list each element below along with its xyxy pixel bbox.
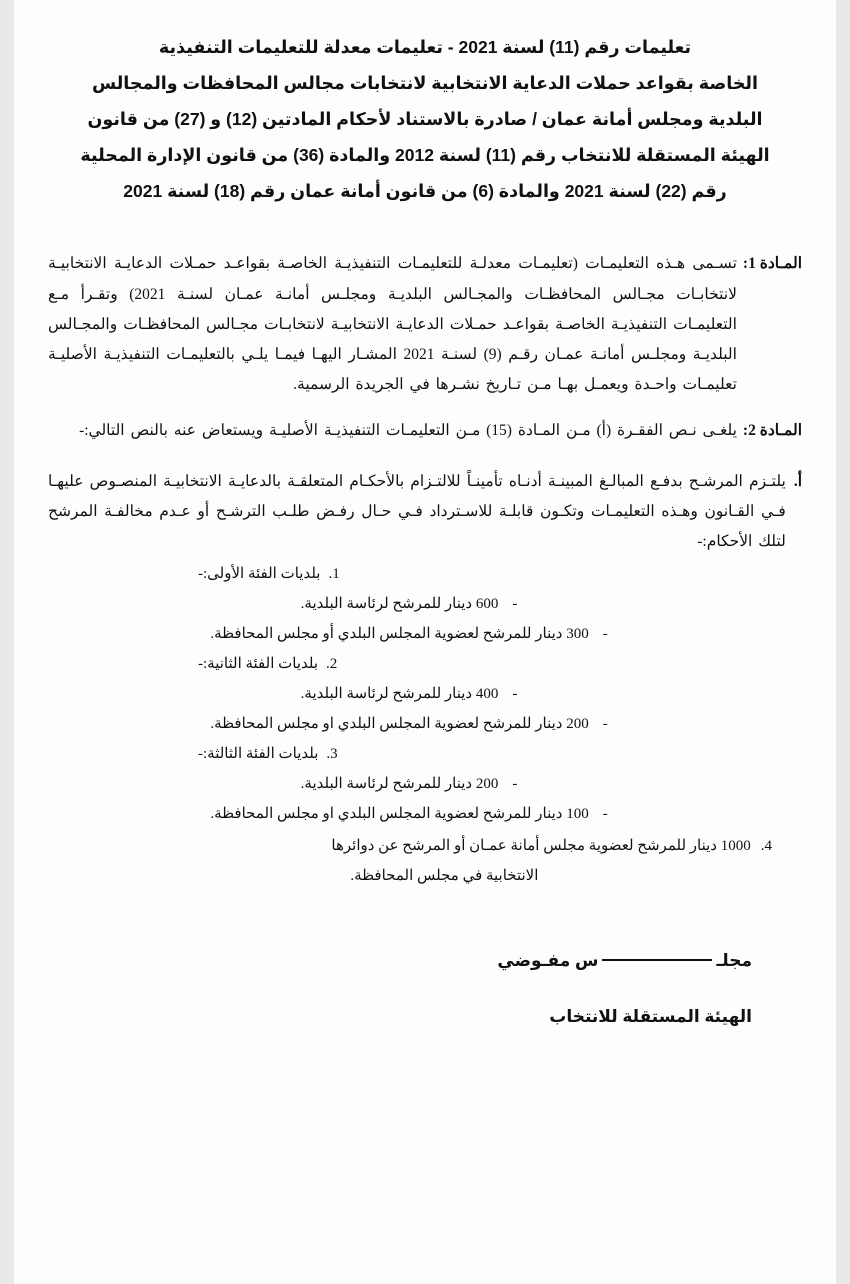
signature-line-2: الهيئة المستقلة للانتخاب xyxy=(549,1007,752,1027)
fee-category-list xyxy=(48,559,772,829)
category-2-heading xyxy=(48,649,772,679)
fee-text: 300 دينار للمرشح لعضوية المجلس البلدي أو مجلس المحافظة. xyxy=(210,626,589,643)
category-1-items xyxy=(48,589,772,649)
article-2-text: يلغـى نـص الفقـرة (أ) مـن المـادة (15) مـن التعليمـات التنفيذيـة الأصليـة ويستعاض عنه بالنص التالي:- xyxy=(79,422,737,440)
category-1-number: 1. xyxy=(328,566,340,583)
title-line-4: الهيئة المستقلة للانتخاب رقم (11) لسنة 2012 والمادة (36) من قانون الإدارة المحلية xyxy=(80,144,770,165)
amman-fee-number: 4. xyxy=(760,838,772,855)
fee-text: 400 دينار للمرشح لرئاسة البلدية. xyxy=(300,686,499,703)
category-3-heading xyxy=(48,739,772,769)
category-3-number: 3. xyxy=(326,746,338,763)
article-1-label: المـادة 1: xyxy=(742,255,802,273)
title-line-5: رقم (22) لسنة 2021 والمادة (6) من قانون أمانة عمان رقم (18) لسنة 2021 xyxy=(123,180,727,201)
signature-end: س مفـوضي xyxy=(497,951,599,971)
signature-line-1 xyxy=(48,951,752,971)
fee-text: 100 دينار للمرشح لعضوية المجلس البلدي او مجلس المحافظة. xyxy=(210,806,589,823)
category-3-items xyxy=(48,769,772,829)
list-item xyxy=(48,619,772,649)
list-item xyxy=(48,709,772,739)
article-2-label: المـادة 2: xyxy=(742,422,802,440)
list-item xyxy=(48,679,772,709)
bullet-dash-icon: - xyxy=(602,716,608,733)
category-1-label: بلديات الفئة الأولى:- xyxy=(198,566,321,583)
fee-text: 200 دينار للمرشح لعضوية المجلس البلدي او مجلس المحافظة. xyxy=(210,716,589,733)
fee-text: 600 دينار للمرشح لرئاسة البلدية. xyxy=(300,596,499,613)
category-2-items xyxy=(48,679,772,739)
bullet-dash-icon: - xyxy=(512,596,518,613)
bullet-dash-icon: - xyxy=(602,806,608,823)
title-line-2: الخاصة بقواعد حملات الدعاية الانتخابية لانتخابات مجالس المحافظات والمجالس xyxy=(91,72,759,93)
category-2-label: بلديات الفئة الثانية:- xyxy=(198,656,319,673)
amman-fee-line-2: الانتخابية في مجلس المحافظة. xyxy=(350,868,539,885)
category-1-heading xyxy=(48,559,772,589)
signature-start: مجلـ xyxy=(716,951,752,971)
list-item xyxy=(48,799,772,829)
title-line-3: البلدية ومجلس أمانة عمان / صادرة بالاستناد لأحكام المادتين (12) و (27) من قانون xyxy=(87,108,763,129)
paragraph-a-marker: أ. xyxy=(793,472,802,490)
document-title xyxy=(54,30,796,209)
category-2-number: 2. xyxy=(326,656,338,673)
amman-fee-text xyxy=(48,831,751,891)
paragraph-a xyxy=(48,467,802,558)
paragraph-a-text: يلتـزم المرشـح بدفـع المبالـغ المبينـة أدنـاه تأمينـاً للالتـزام بالأحكـام المتعلقـة بالدعايـة الانتخابيـة المنصـوص عليهـا فـي القـانون وهـذه التعليمـات وتكـون قابلـة للاسـترداد فـي حـال رفـض طلـب الترشـح أو عـدم مخالفـة المرشح لتلك الأحكام:- xyxy=(48,472,786,551)
signature-block xyxy=(48,951,802,1027)
list-item xyxy=(48,769,772,799)
amman-fee-item xyxy=(48,831,772,891)
list-item xyxy=(48,559,772,649)
signature-rule xyxy=(602,959,712,961)
fee-text: 200 دينار للمرشح لرئاسة البلدية. xyxy=(300,776,499,793)
article-1-text: تسـمى هـذه التعليمـات (تعليمـات معدلـة للتعليمـات التنفيذيـة الخاصـة بقواعـد حمـلات الدعايـة الانتخابيـة لانتخابـات مجـالس المحافظـات والمجـالس البلديـة ومجلـس أمانـة عمـان لسنـة 2021) وتقـرأ مـع التعليمـات التنفيذيـة الخاصـة بقواعـد حمـلات الدعايـة الانتخابيـة لانتخابـات مجـالس المحافظـات والمجـالس البلديـة ومجلـس أمانـة عمـان رقـم (9) لسنـة 2021 المشـار اليهـا فيمـا يلـي بالتعليمـات التنفيذيـة الأصليـة تعليمـات واحـدة ويعمـل بهـا مـن تـاريخ نشـرها في الجريدة الرسمية. xyxy=(48,255,737,394)
list-item xyxy=(48,649,772,739)
category-3-label: بلديات الفئة الثالثة:- xyxy=(198,746,319,763)
bullet-dash-icon: - xyxy=(512,776,518,793)
title-line-1: تعليمات رقم (11) لسنة 2021 - تعليمات معدلة للتعليمات التنفيذية xyxy=(158,37,692,57)
document-sheet xyxy=(14,0,836,1284)
list-item xyxy=(48,739,772,829)
bullet-dash-icon: - xyxy=(512,686,518,703)
bullet-dash-icon: - xyxy=(602,626,608,643)
document-body xyxy=(48,249,802,1027)
list-item xyxy=(48,589,772,619)
amman-fee-line-1: 1000 دينار للمرشح لعضوية مجلس أمانة عمـان أو المرشح عن دوائرها xyxy=(331,838,751,855)
article-2 xyxy=(48,416,802,446)
article-1 xyxy=(48,249,802,400)
